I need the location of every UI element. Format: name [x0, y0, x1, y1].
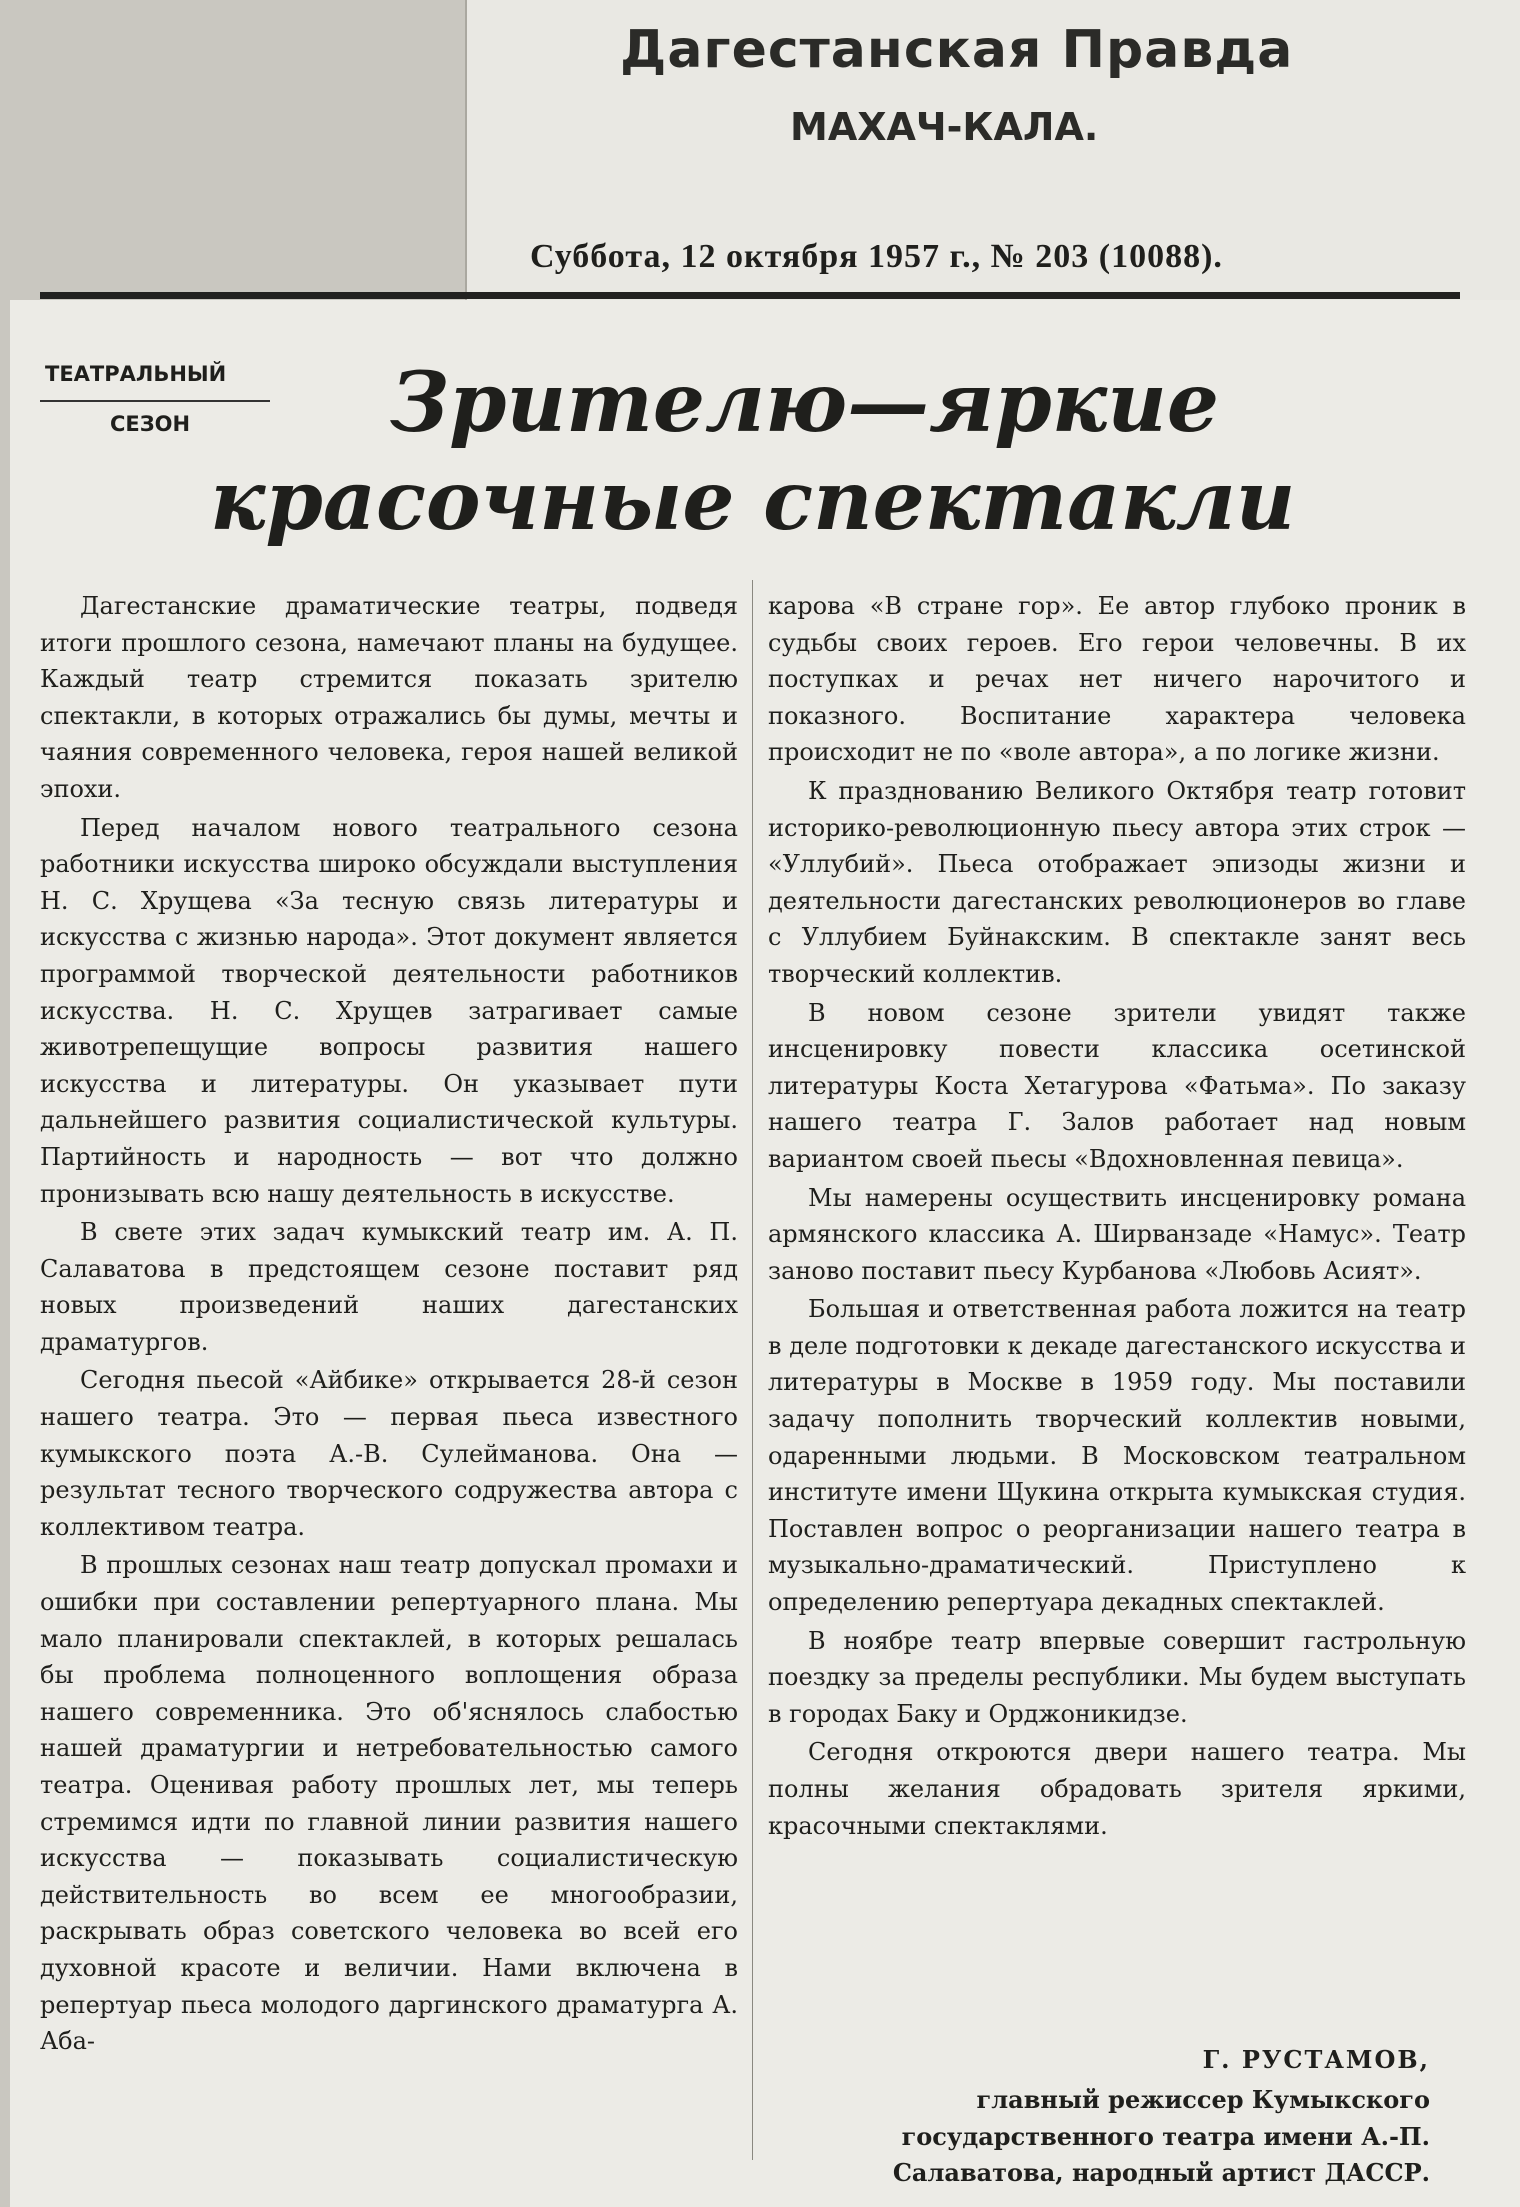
paragraph: Дагестанские драматические театры, подведя итоги прошлого сезона, намечают планы на будущее. Каждый театр стремится показать зрителю спектакли, в которых отражались бы думы, мечты и чаяния современного человека, героя нашей великой эпохи. [40, 592, 738, 803]
paragraph: Сегодня пьесой «Айбике» открывается 28-й сезон нашего театра. Это — первая пьеса известного кумыкского поэта А.-В. Сулейманова. Она — результат тесного творческого содружества автора с коллективом театра. [40, 1366, 738, 1541]
paragraph: В новом сезоне зрители увидят также инсценировку повести классика осетинской литературы Коста Хетагурова «Фатьма». По заказу нашего театра Г. Залов работает над новым вариантом своей пьесы «Вдохновленная певица». [768, 998, 1466, 1173]
newspaper-name-stamp: Дагестанская Правда [620, 20, 1294, 80]
city-stamp: МАХАЧ-КАЛА. [790, 105, 1099, 149]
paragraph: В ноябре театр впервые совершит гастрольную поездку за пределы республики. Мы будем выступать в городах Баку и Орджоникидзе. [768, 1626, 1466, 1728]
rubric-line-1: ТЕАТРАЛЬНЫЙ [45, 362, 227, 386]
column-divider [752, 580, 753, 2160]
article-column-right [768, 588, 1466, 1846]
article-column-left [40, 588, 738, 2062]
paragraph: Мы намерены осуществить инсценировку романа армянского классика А. Ширванзаде «Намус». Театр заново поставит пьесу Курбанова «Любовь Асият». [768, 1183, 1466, 1285]
paragraph: В свете этих задач кумыкский театр им. А. П. Салаватова в предстоящем сезоне поставит ряд новых произведений наших дагестанских драматургов. [40, 1218, 738, 1356]
paragraph: Большая и ответственная работа ложится на театр в деле подготовки к декаде дагестанского искусства и литературы в Москве в 1959 году. Мы поставили задачу пополнить творческий коллектив новыми, одаренными людьми. В Московском театральном институте имени Щукина открыта кумыкская студия. Поставлен вопрос о реорганизации нашего театра в музыкально-драматический. Приступлено к определению репертуара декадных спектаклей. [768, 1295, 1466, 1617]
rubric-divider [40, 400, 270, 402]
paragraph: Сегодня откроются двери нашего театра. Мы полны желания обрадовать зрителя яркими, красочными спектаклями. [768, 1738, 1466, 1840]
paragraph: В прошлых сезонах наш театр допускал промахи и ошибки при составлении репертуарного плана. Мы мало планировали спектаклей, в которых решалась бы проблема полноценного воплощения образа нашего современника. Это об'яснялось слабостью нашей драматургии и нетребовательностью самого театра. Оценивая работу прошлых лет, мы теперь стремимся идти по главной линии развития нашего искусства — показывать социалистическую действительность во всем ее многообразии, раскрывать образ советского человека во всей его духовной красоте и величии. Нами включена в репертуар пьеса молодого даргинского драматурга А. Аба- [40, 1551, 738, 2056]
paragraph: К празднованию Великого Октября театр готовит историко-революционную пьесу автора этих строк — «Уллубий». Пьеса отображает эпизоды жизни и деятельности дагестанских революционеров во главе с Уллубием Буйнакским. В спектакле занят весь творческий коллектив. [768, 776, 1466, 988]
author-name: Г. РУСТАМОВ, [1202, 2045, 1430, 2074]
paragraph: Перед началом нового театрального сезона работники искусства широко обсуждали выступления Н. С. Хрущева «За тесную связь литературы и искусства с жизнью народа». Этот документ является программой творческой деятельности работников искусства. Н. С. Хрущев затрагивает самые животрепещущие вопросы развития нашего искусства и литературы. Он указывает пути дальнейшего развития социалистической культуры. Партийность и народность — вот что должно пронизывать всю нашу деятельность в искусстве. [40, 813, 738, 1208]
headline-line-2: красочные спектакли [210, 453, 1296, 549]
masthead-rule [40, 292, 1460, 299]
headline-line-1: Зрителю—яркие [390, 355, 1220, 451]
issue-dateline: Суббота, 12 октября 1957 г., № 203 (10088). [530, 238, 1223, 275]
author-position: главный режиссер Кумыкского государственного театра имени А.-П. Салаватова, народный артист ДАССР. [892, 2085, 1430, 2188]
rubric-line-2: СЕЗОН [110, 412, 191, 436]
paragraph-continuation: карова «В стране гор». Ее автор глубоко проник в судьбы своих героев. Его герои человечны. В их поступках и речах нет ничего нарочитого и показного. Воспитание характера человека происходит не по «воле автора», а по логике жизни. [768, 592, 1466, 767]
